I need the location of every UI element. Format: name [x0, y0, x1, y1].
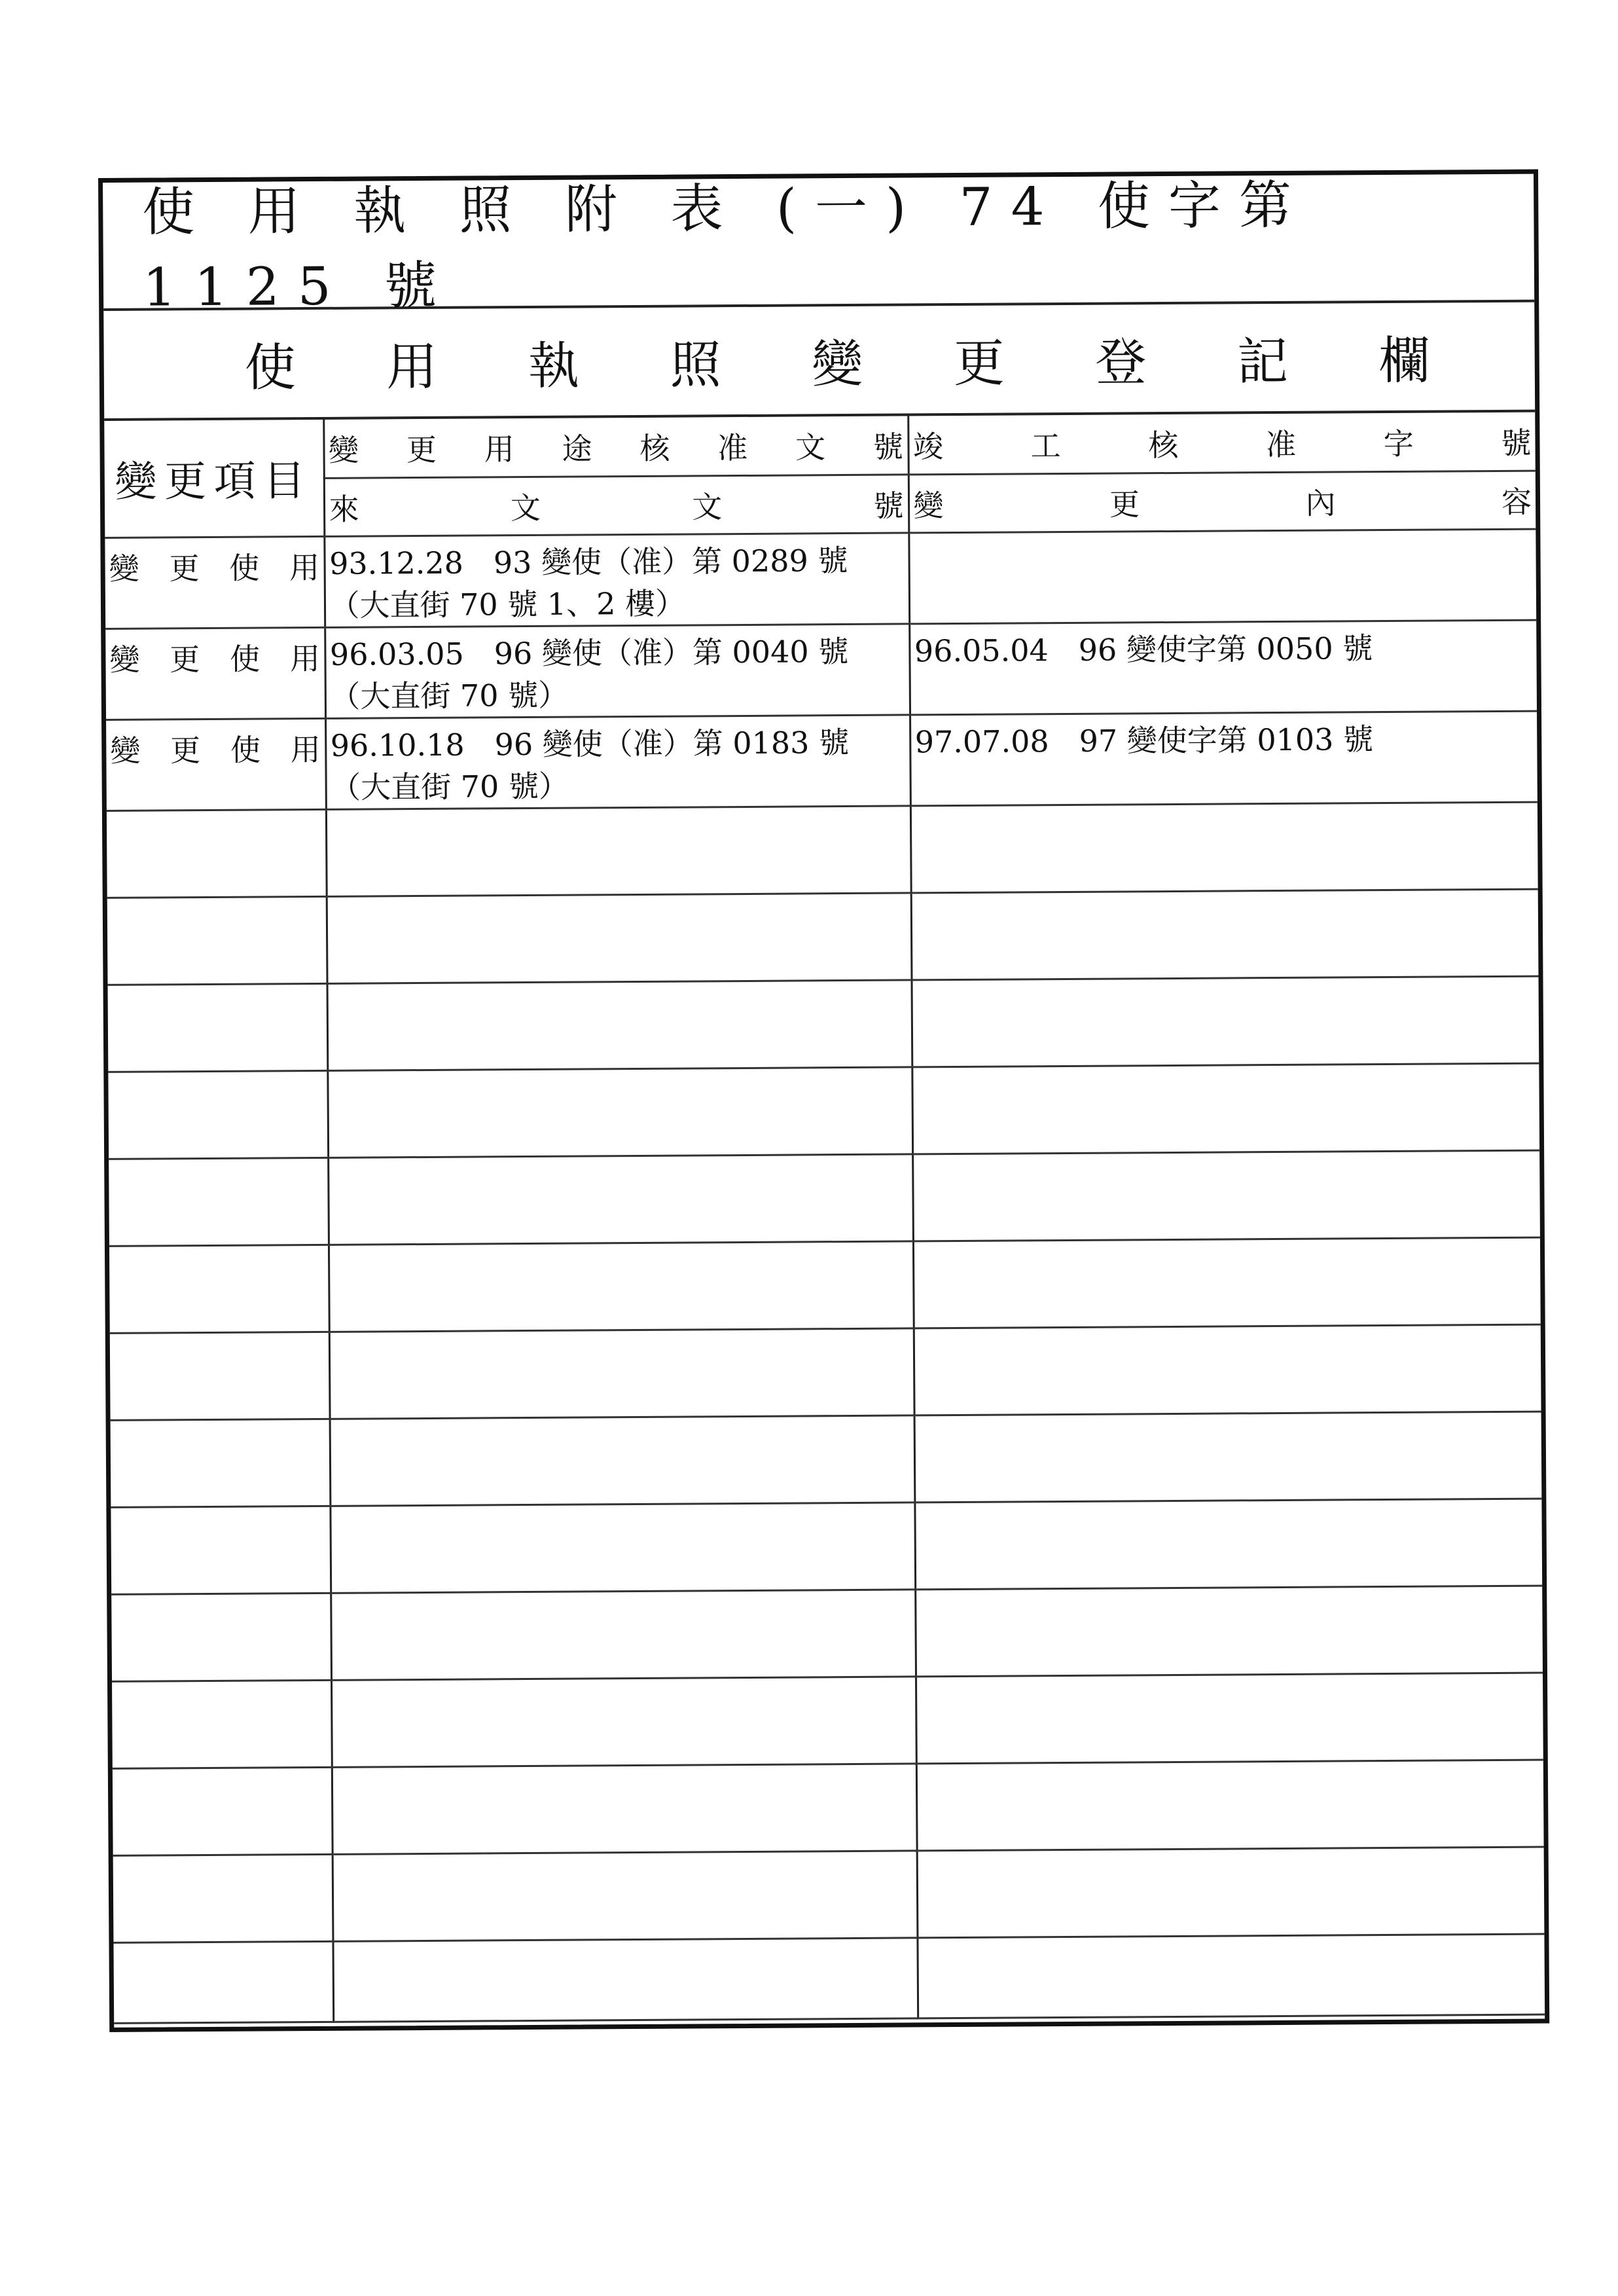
- header-char: 工: [1030, 428, 1061, 464]
- section-title-char: 使: [244, 338, 297, 398]
- header-char: 准: [717, 429, 748, 465]
- header-char: 文: [795, 429, 826, 465]
- empty-cell: [912, 1063, 1539, 1154]
- table-row: [105, 529, 1536, 629]
- empty-table-row: [110, 1324, 1541, 1420]
- empty-cell: [109, 1245, 329, 1333]
- empty-cell: [328, 1154, 913, 1244]
- approval-doc-cell: [325, 623, 910, 718]
- item-char: 變: [109, 642, 140, 678]
- approval-date: 96.03.05: [329, 636, 464, 672]
- empty-cell: [916, 1673, 1543, 1764]
- header-char: 核: [1148, 427, 1179, 463]
- section-title-char: 照: [670, 336, 721, 395]
- empty-cell: [107, 809, 327, 898]
- header-char: 內: [1305, 484, 1336, 521]
- empty-cell: [917, 1847, 1545, 1938]
- empty-cell: [111, 1506, 331, 1594]
- empty-cell: [910, 802, 1538, 893]
- header-char: 容: [1501, 484, 1532, 520]
- empty-cell: [111, 1419, 331, 1507]
- item-char: 更: [169, 550, 200, 586]
- section-title-char: 執: [528, 337, 580, 396]
- empty-cell: [113, 1767, 333, 1855]
- approval-doc-number: 96 變使（准）第 0183 號: [494, 724, 850, 762]
- change-item-cell: [106, 718, 326, 811]
- header-char: 准: [1265, 426, 1297, 462]
- item-char: 變: [110, 733, 141, 769]
- empty-cell: [112, 1680, 332, 1768]
- section-title-char: 用: [386, 337, 438, 397]
- header-char: 變: [328, 432, 359, 468]
- empty-cell: [111, 1593, 331, 1681]
- empty-cell: [916, 1760, 1544, 1851]
- item-char: 使: [230, 732, 261, 768]
- license-form: [98, 170, 1549, 2032]
- empty-cell: [329, 1328, 914, 1418]
- empty-cell: [330, 1502, 915, 1592]
- item-char: 使: [229, 641, 261, 677]
- empty-cell: [330, 1415, 915, 1505]
- approval-doc-cell: [324, 532, 909, 627]
- empty-cell: [914, 1499, 1542, 1590]
- empty-cell: [333, 1937, 918, 2021]
- empty-cell: [912, 976, 1539, 1067]
- empty-cell: [327, 979, 912, 1070]
- empty-cell: [333, 1850, 918, 1941]
- empty-table-row: [111, 1499, 1542, 1594]
- header-char: 來: [329, 491, 359, 527]
- empty-cell: [109, 1157, 329, 1246]
- empty-table-row: [107, 802, 1538, 898]
- completion-doc-cell: [910, 711, 1537, 806]
- header-char: 文: [692, 488, 723, 524]
- empty-cell: [108, 983, 328, 1072]
- form-title: 使 用 執 照 附 表 (一) 74 使字第 1125 號: [103, 174, 1534, 311]
- item-char: 更: [170, 732, 201, 768]
- empty-cell: [110, 1332, 330, 1420]
- section-title-char: 登: [1095, 333, 1147, 393]
- empty-table-row: [111, 1412, 1542, 1507]
- header-row-top: [104, 412, 1536, 479]
- item-char: 用: [289, 549, 320, 585]
- empty-cell: [113, 1854, 333, 1942]
- empty-table-row: [113, 1847, 1545, 1942]
- approval-doc-cell: [325, 714, 910, 809]
- empty-cell: [108, 1070, 328, 1159]
- completion-doc-cell: [908, 529, 1536, 624]
- header-approval-doc: [323, 416, 908, 477]
- empty-cell: [332, 1763, 917, 1853]
- header-char: 文: [510, 490, 541, 526]
- completion-doc-cell: [909, 620, 1537, 715]
- item-char: 變: [109, 551, 139, 587]
- empty-table-row: [107, 889, 1539, 985]
- item-char: 用: [289, 640, 321, 676]
- empty-table-row: [108, 976, 1539, 1072]
- approval-doc-number: 93 變使（准）第 0289 號: [493, 542, 848, 580]
- section-title-char: 記: [1236, 332, 1289, 392]
- table-row: [105, 620, 1537, 720]
- header-char: 途: [562, 431, 592, 467]
- completion-date: 97.07.08: [914, 723, 1049, 759]
- section-title-char: 變: [811, 335, 863, 395]
- approval-date: 93.12.28: [329, 545, 464, 581]
- change-item-cell: [105, 536, 325, 629]
- completion-doc-number: 97 變使字第 0103 號: [1079, 721, 1374, 759]
- approval-address: （大直街 70 號 1、2 樓）: [329, 585, 686, 623]
- header-char: 更: [1109, 486, 1140, 522]
- empty-table-row: [112, 1673, 1543, 1768]
- empty-cell: [329, 1241, 914, 1331]
- table-row: [106, 711, 1537, 811]
- item-char: 用: [290, 731, 321, 767]
- empty-table-row: [109, 1150, 1540, 1246]
- header-char: 更: [406, 431, 437, 467]
- empty-cell: [113, 1941, 333, 2023]
- item-char: 更: [170, 641, 200, 677]
- approval-date: 96.10.18: [330, 727, 465, 763]
- section-title: [103, 302, 1535, 421]
- header-char: 號: [873, 487, 904, 524]
- empty-cell: [107, 896, 327, 985]
- header-char: 竣: [912, 428, 944, 465]
- header-char: 字: [1383, 426, 1414, 462]
- empty-cell: [914, 1324, 1541, 1415]
- header-char: 號: [1501, 425, 1532, 461]
- approval-address: （大直街 70 號）: [330, 677, 569, 714]
- change-register-table: [104, 412, 1545, 2024]
- header-completion-doc: [908, 412, 1536, 475]
- header-change-content: [908, 471, 1536, 533]
- approval-address: （大直街 70 號）: [331, 768, 569, 805]
- empty-cell: [327, 892, 912, 983]
- empty-cell: [326, 805, 911, 896]
- empty-cell: [917, 1934, 1545, 2018]
- empty-table-row: [113, 1760, 1544, 1855]
- item-char: 使: [229, 550, 260, 586]
- section-title-char: 欄: [1378, 331, 1430, 392]
- empty-cell: [912, 1150, 1540, 1241]
- header-char: 用: [484, 431, 514, 467]
- change-item-cell: [105, 627, 325, 720]
- empty-cell: [911, 889, 1539, 980]
- completion-doc-number: 96 變使字第 0050 號: [1078, 630, 1373, 668]
- header-incoming-doc: [324, 474, 909, 536]
- header-change-item: 變更項目: [104, 420, 324, 538]
- section-title-char: 更: [953, 334, 1005, 394]
- empty-cell: [331, 1589, 916, 1679]
- empty-table-row: [111, 1586, 1543, 1681]
- empty-cell: [915, 1586, 1543, 1677]
- approval-doc-number: 96 變使（准）第 0040 號: [494, 633, 849, 671]
- empty-cell: [914, 1412, 1542, 1503]
- empty-cell: [331, 1676, 916, 1766]
- header-char: 變: [913, 487, 944, 523]
- empty-table-row: [108, 1063, 1539, 1159]
- header-char: 核: [639, 430, 670, 466]
- empty-table-row: [113, 1934, 1545, 2023]
- empty-cell: [913, 1237, 1541, 1328]
- completion-date: 96.05.04: [914, 632, 1049, 668]
- header-char: 號: [872, 429, 904, 465]
- empty-table-row: [109, 1237, 1541, 1333]
- empty-cell: [327, 1066, 912, 1157]
